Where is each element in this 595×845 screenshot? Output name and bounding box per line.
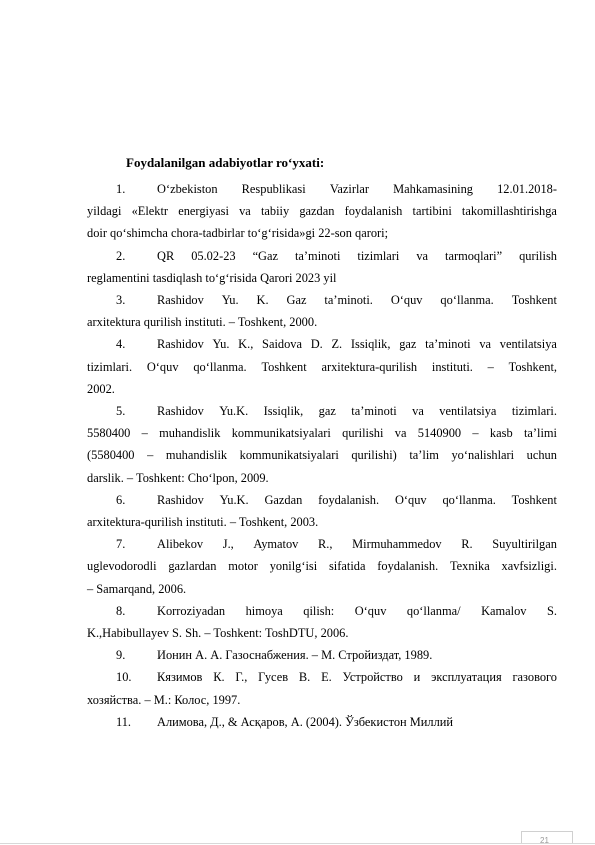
reference-text: Rashidov Yu.K. Gazdan foydalanish. O‘quv qo‘llanma. Toshkent — [157, 492, 557, 507]
reference-text: yildagi «Elektr energiyasi va tabiiy gazdan foydalanish tartibini takomillashtirishga — [87, 204, 557, 219]
reference-text: tizimlari. O‘quv qo‘llanma. Toshkent arxitektura-qurilish instituti. – Toshkent, — [87, 359, 557, 374]
reference-first-line — [116, 178, 557, 200]
reference-text: хозяйства. – М.: Колос, 1997. — [87, 692, 241, 707]
reference-text: Алимова, Д., & Асқаров, А. (2004). Ўзбекистон Миллий — [157, 714, 454, 729]
reference-item — [87, 289, 557, 333]
reference-number: 4. — [116, 337, 126, 352]
reference-first-line — [116, 644, 557, 666]
reference-item — [116, 644, 557, 666]
footer-divider — [0, 843, 595, 844]
reference-text: uglevodorodli gazlardan motor yonilg‘isi sifatida foydalanish. Texnika xavfsizligi. — [87, 559, 557, 574]
reference-number: 8. — [116, 603, 126, 618]
reference-number: 2. — [116, 248, 126, 263]
reference-number: 9. — [116, 648, 126, 663]
reference-item — [87, 178, 557, 245]
reference-text: 5580400 – muhandislik kommunikatsiyalari qurilishi va 5140900 – kasb ta’limi — [87, 426, 557, 441]
reference-text: arxitektura-qurilish instituti. – Toshkent, 2003. — [87, 515, 319, 530]
reference-text: reglamentini tasdiqlash to‘g‘risida Qarori 2023 yil — [87, 270, 337, 285]
reference-item — [116, 711, 557, 733]
reference-text: arxitektura qurilish instituti. – Toshkent, 2000. — [87, 315, 318, 330]
reference-text: Rashidov Yu.K. Issiqlik, gaz ta’minoti va ventilatsiya tizimlari. — [157, 404, 557, 419]
page-number: 21 — [540, 836, 549, 845]
reference-text: O‘zbekiston Respublikasi Vazirlar Mahkamasining 12.01.2018- — [157, 182, 557, 196]
reference-text: Rashidov Yu. K., Saidova D. Z. Issiqlik, gaz ta’minoti va ventilatsiya — [157, 337, 557, 352]
reference-text: 2002. — [87, 381, 115, 396]
references-list — [87, 178, 557, 733]
references-heading: Foydalanilgan adabiyotlar ro‘yxati: — [126, 155, 325, 170]
reference-text: QR 05.02-23 “Gaz ta’minoti tizimlari va tarmoqlari” qurilish — [157, 248, 557, 263]
reference-first-line — [116, 333, 557, 355]
reference-item — [87, 489, 557, 533]
reference-item — [87, 400, 557, 489]
reference-text: – Samarqand, 2006. — [87, 581, 187, 596]
reference-first-line — [116, 489, 557, 511]
reference-number: 10. — [116, 670, 132, 685]
reference-item — [87, 333, 557, 400]
reference-text: doir qo‘shimcha chora-tadbirlar to‘g‘risida»gi 22-son qarori; — [87, 226, 389, 241]
reference-text: darslik. – Toshkent: Cho‘lpon, 2009. — [87, 470, 269, 485]
reference-first-line — [116, 600, 557, 622]
reference-text: Ионин А. А. Газоснабжения. – М. Стройиздат, 1989. — [157, 648, 433, 663]
reference-number: 6. — [116, 492, 126, 507]
reference-number: 3. — [116, 293, 126, 308]
reference-item — [87, 245, 557, 289]
reference-text: Rashidov Yu. K. Gaz ta’minoti. O‘quv qo‘llanma. Toshkent — [157, 293, 557, 308]
reference-number: 1. — [116, 182, 126, 196]
reference-number: 5. — [116, 404, 126, 419]
reference-text: Alibekov J., Aymatov R., Mirmuhammedov R. Suyultirilgan — [157, 537, 557, 552]
reference-first-line — [116, 245, 557, 267]
reference-item — [87, 666, 557, 710]
reference-first-line — [116, 711, 557, 733]
reference-text: Korroziyadan himoya qilish: O‘quv qo‘llanma/ Kamalov S. — [157, 603, 557, 618]
reference-item — [87, 533, 557, 600]
reference-number: 7. — [116, 537, 126, 552]
reference-first-line — [116, 289, 557, 311]
reference-text: K.,Habibullayev S. Sh. – Toshkent: ToshDTU, 2006. — [87, 626, 349, 641]
reference-first-line — [116, 400, 557, 422]
reference-first-line — [116, 666, 557, 688]
reference-first-line — [116, 533, 557, 555]
reference-text: (5580400 – muhandislik kommunikatsiyalari qurilishi) ta’lim yo‘nalishlari uchun — [87, 448, 557, 463]
reference-number: 11. — [116, 714, 132, 729]
reference-text: Кязимов К. Г., Гусев В. Е. Устройство и эксплуатация газового — [157, 670, 557, 685]
reference-item — [87, 600, 557, 644]
